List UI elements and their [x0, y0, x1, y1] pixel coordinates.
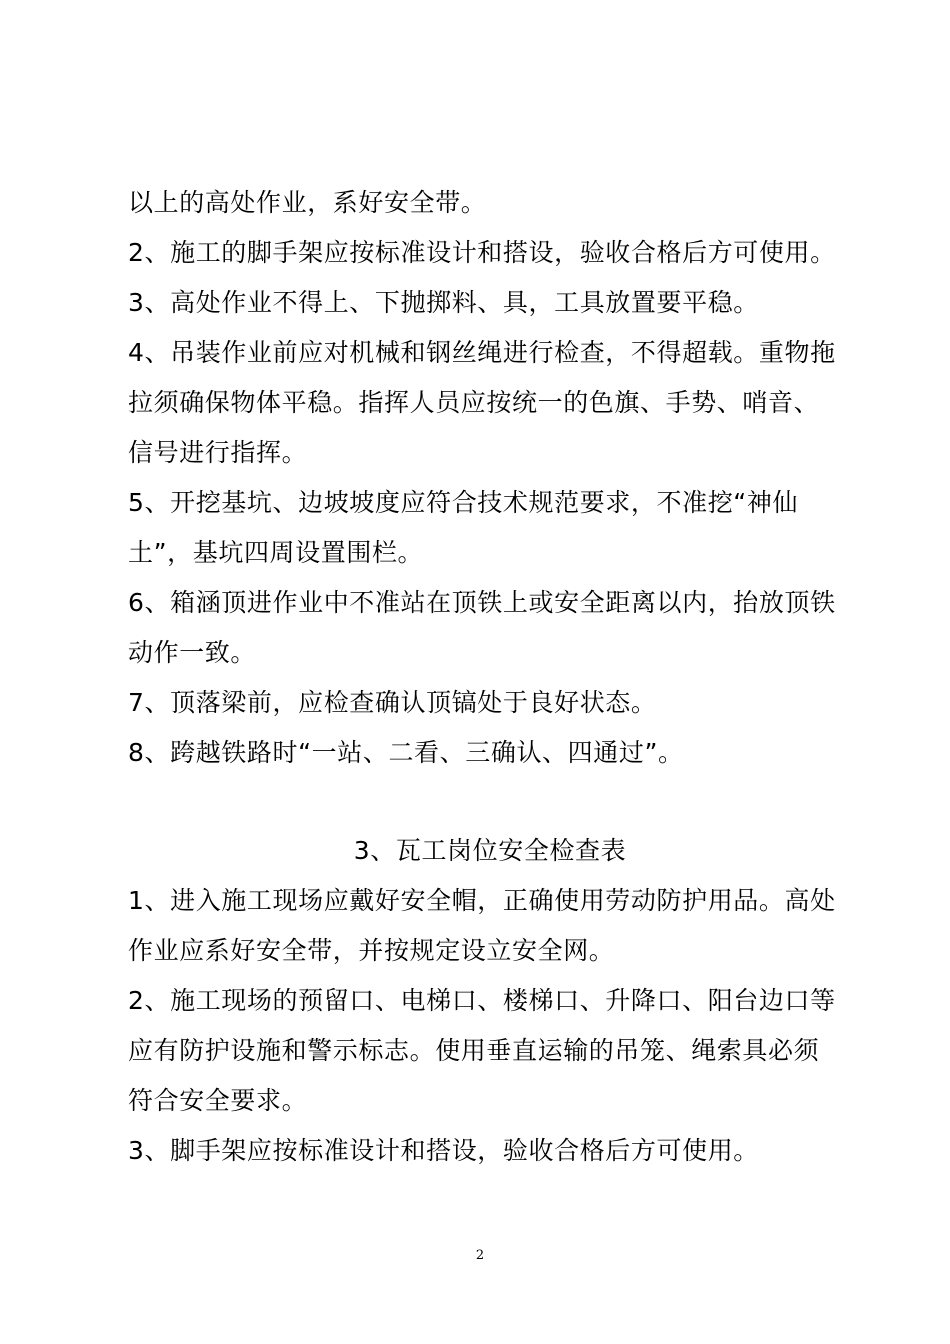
text-line: 拉须确保物体平稳。指挥人员应按统一的色旗、手势、哨音、 [128, 388, 820, 417]
text-line: 3、脚手架应按标准设计和搭设，验收合格后方可使用。 [128, 1136, 759, 1165]
text-line: 8、跨越铁路时“一站、二看、三确认、四通过”。 [128, 738, 684, 767]
text-line: 动作一致。 [128, 638, 257, 667]
text-line: 2、施工的脚手架应按标准设计和搭设，验收合格后方可使用。 [128, 238, 836, 267]
text-line: 作业应系好安全带，并按规定设立安全网。 [128, 936, 615, 965]
text-line: 7、顶落梁前，应检查确认顶镐处于良好状态。 [128, 688, 657, 717]
text-line: 符合安全要求。 [128, 1086, 308, 1115]
text-line: 以上的高处作业，系好安全带。 [128, 188, 487, 217]
text-line: 5、开挖基坑、边坡坡度应符合技术规范要求，不准挖“神仙 [128, 488, 799, 517]
text-line: 土”，基坑四周设置围栏。 [128, 538, 424, 567]
text-line: 2、施工现场的预留口、电梯口、楼梯口、升降口、阳台边口等 [128, 986, 836, 1015]
text-line: 3、高处作业不得上、下抛掷料、具，工具放置要平稳。 [128, 288, 759, 317]
text-line: 1、进入施工现场应戴好安全帽，正确使用劳动防护用品。高处 [128, 886, 836, 915]
text-line: 信号进行指挥。 [128, 438, 308, 467]
text-line: 应有防护设施和警示标志。使用垂直运输的吊笼、绳索具必须 [128, 1036, 820, 1065]
text-line: 6、箱涵顶进作业中不准站在顶铁上或安全距离以内，抬放顶铁 [128, 588, 836, 617]
section-heading: 3、瓦工岗位安全检查表 [353, 836, 627, 865]
page-number: 2 [475, 1248, 485, 1263]
text-line: 4、吊装作业前应对机械和钢丝绳进行检查，不得超载。重物拖 [128, 338, 836, 367]
